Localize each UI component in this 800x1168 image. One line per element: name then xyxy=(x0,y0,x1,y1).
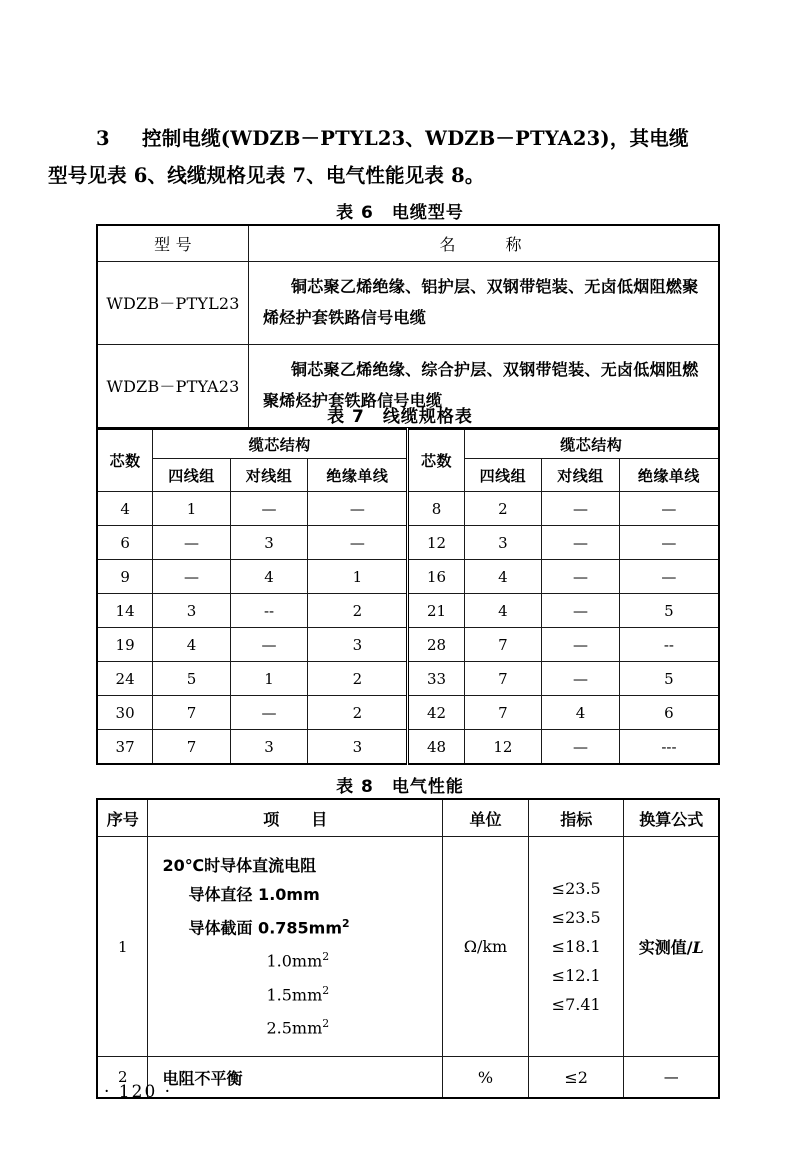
table8-item-1-line3 xyxy=(162,909,442,942)
table6-model-1: WDZB－PTYA23 xyxy=(97,344,249,428)
table7-cores-r7: 48 xyxy=(408,730,464,765)
table6-name-1: 铜芯聚乙烯绝缘、综合护层、双钢带铠装、无卤低烟阻燃聚烯烃护套铁路信号电缆 xyxy=(249,344,720,428)
table-row xyxy=(97,429,719,459)
table8-seq-1: 1 xyxy=(97,837,148,1057)
table-electrical-performance xyxy=(96,798,720,1099)
table-cable-model xyxy=(96,224,720,429)
table7-header-single-left: 绝缘单线 xyxy=(308,459,408,492)
table-row xyxy=(97,628,719,662)
table7-single-l2: 1 xyxy=(308,560,408,594)
table-row xyxy=(97,837,719,1057)
table6-header-model: 型 号 xyxy=(97,225,249,261)
table8-header-item: 项 目 xyxy=(148,799,443,837)
table7-quad-r1: 3 xyxy=(464,526,542,560)
table7-header-group-left: 缆芯结构 xyxy=(153,429,408,459)
table7-quad-l4: 4 xyxy=(153,628,231,662)
intro-line-1: 控制电缆(WDZB－PTYL23、WDZB－PTYA23)，其电缆 xyxy=(142,127,689,150)
page-number: · 120 · xyxy=(104,1082,173,1102)
table7-cores-l3: 14 xyxy=(97,594,153,628)
table7-pair-l4: — xyxy=(230,628,308,662)
table-row xyxy=(97,799,719,837)
table7-header-quad-left: 四线组 xyxy=(153,459,231,492)
table-row xyxy=(97,492,719,526)
table7-header-quad-right: 四线组 xyxy=(464,459,542,492)
table7-pair-l1: 3 xyxy=(230,526,308,560)
table8-unit-2: % xyxy=(443,1057,529,1099)
table7-single-r2: — xyxy=(619,560,719,594)
table8-item-1-line2: 导体直径 1.0mm xyxy=(188,885,320,904)
table6-header-name: 名 称 xyxy=(249,225,720,261)
table8-item-1-line3-sup: 2 xyxy=(342,917,350,930)
table7-cores-l2: 9 xyxy=(97,560,153,594)
table8-indicator-2: ≤2 xyxy=(528,1057,624,1099)
table8-item-1-line6-text: 2.5mm xyxy=(266,1018,323,1038)
table7-single-l5: 2 xyxy=(308,662,408,696)
table7-quad-l2: — xyxy=(153,560,231,594)
table-row xyxy=(97,261,719,344)
table7-header-group-right: 缆芯结构 xyxy=(464,429,719,459)
table7-pair-l5: 1 xyxy=(230,662,308,696)
table8-item-1-line5 xyxy=(162,976,442,1009)
table8-header-unit: 单位 xyxy=(443,799,529,837)
table8-item-1 xyxy=(148,837,443,1057)
table-row xyxy=(97,560,719,594)
table8-item-1-line3-text: 导体截面 0.785mm xyxy=(188,918,343,938)
table7-quad-l3: 3 xyxy=(153,594,231,628)
table7-pair-r2: — xyxy=(542,560,620,594)
table-row xyxy=(97,696,719,730)
table7-single-l7: 3 xyxy=(308,730,408,765)
table-row xyxy=(97,594,719,628)
table7-single-r6: 6 xyxy=(619,696,719,730)
table7-cores-r0: 8 xyxy=(408,492,464,526)
table7-pair-r7: — xyxy=(542,730,620,765)
table6-caption: 表 6 电缆型号 xyxy=(336,203,464,223)
table7-quad-l0: 1 xyxy=(153,492,231,526)
table7-single-r7: --- xyxy=(619,730,719,765)
table7-quad-r0: 2 xyxy=(464,492,542,526)
table7-header-cores-right: 芯数 xyxy=(408,429,464,492)
table8-header-seq: 序号 xyxy=(97,799,148,837)
table8-indicator-1-0: ≤23.5 xyxy=(551,879,601,899)
table8-caption: 表 8 电气性能 xyxy=(336,777,464,797)
table7-caption: 表 7 线缆规格表 xyxy=(327,407,473,427)
table8-formula-1 xyxy=(624,837,719,1057)
table7-header-single-right: 绝缘单线 xyxy=(619,459,719,492)
table6-model-0: WDZB－PTYL23 xyxy=(97,261,249,344)
table7-single-r3: 5 xyxy=(619,594,719,628)
table7-quad-r6: 7 xyxy=(464,696,542,730)
table8-indicator-1-3: ≤12.1 xyxy=(551,966,601,986)
table8-formula-1-text: 实测值/ xyxy=(638,938,693,958)
table8-header-formula: 换算公式 xyxy=(624,799,719,837)
table8-item-1-line6-sup: 2 xyxy=(322,1016,330,1030)
table7-single-r1: — xyxy=(619,526,719,560)
table8-unit-1: Ω/km xyxy=(443,837,529,1057)
table7-cores-l0: 4 xyxy=(97,492,153,526)
intro-line-2: 型号见表 6、线缆规格见表 7、电气性能见表 8。 xyxy=(48,164,485,187)
table7-pair-l6: — xyxy=(230,696,308,730)
table7-cores-l6: 30 xyxy=(97,696,153,730)
table7-single-r0: — xyxy=(619,492,719,526)
table7-quad-l1: — xyxy=(153,526,231,560)
table8-item-1-line5-text: 1.5mm xyxy=(266,984,323,1004)
table7-pair-l2: 4 xyxy=(230,560,308,594)
table7-pair-l7: 3 xyxy=(230,730,308,765)
table8-item-2: 电阻不平衡 xyxy=(148,1057,443,1099)
table7-cores-l1: 6 xyxy=(97,526,153,560)
table8-item-1-line1: 20℃时导体直流电阻 xyxy=(162,856,317,875)
table-row xyxy=(97,1057,719,1099)
table7-quad-r5: 7 xyxy=(464,662,542,696)
table8-item-1-line6 xyxy=(162,1009,442,1042)
table6-name-0: 铜芯聚乙烯绝缘、铝护层、双钢带铠装、无卤低烟阻燃聚烯烃护套铁路信号电缆 xyxy=(249,261,720,344)
table7-cores-r3: 21 xyxy=(408,594,464,628)
table7-single-r4: -- xyxy=(619,628,719,662)
table7-quad-l6: 7 xyxy=(153,696,231,730)
table7-header-pair-right: 对线组 xyxy=(542,459,620,492)
table7-pair-l0: — xyxy=(230,492,308,526)
table8-indicator-1-2: ≤18.1 xyxy=(551,937,601,957)
table7-single-l4: 3 xyxy=(308,628,408,662)
table7-pair-l3: -- xyxy=(230,594,308,628)
table7-quad-r4: 7 xyxy=(464,628,542,662)
table7-pair-r3: — xyxy=(542,594,620,628)
table8-formula-2: — xyxy=(624,1057,719,1099)
table7-pair-r6: 4 xyxy=(542,696,620,730)
table7-quad-r2: 4 xyxy=(464,560,542,594)
table7-quad-l7: 7 xyxy=(153,730,231,765)
table8-indicator-1-4: ≤7.41 xyxy=(551,995,601,1015)
table7-single-r5: 5 xyxy=(619,662,719,696)
table8-header-indicator: 指标 xyxy=(528,799,624,837)
table7-cores-l7: 37 xyxy=(97,730,153,765)
table7-pair-r4: — xyxy=(542,628,620,662)
table7-pair-r0: — xyxy=(542,492,620,526)
table7-cores-r1: 12 xyxy=(408,526,464,560)
table8-item-1-line4-sup: 2 xyxy=(322,950,330,964)
table7-quad-r7: 12 xyxy=(464,730,542,765)
table7-cores-r4: 28 xyxy=(408,628,464,662)
table-row xyxy=(97,730,719,765)
table-row xyxy=(97,662,719,696)
table8-formula-1-var: L xyxy=(692,938,704,958)
intro-paragraph xyxy=(48,120,720,194)
table7-pair-r5: — xyxy=(542,662,620,696)
table-row xyxy=(97,526,719,560)
table7-quad-r3: 4 xyxy=(464,594,542,628)
table8-indicator-1 xyxy=(528,837,624,1057)
table7-cores-l5: 24 xyxy=(97,662,153,696)
table-cable-spec xyxy=(96,428,720,765)
clause-number: 3 xyxy=(96,127,110,150)
table8-seq-2: 2 xyxy=(97,1057,148,1099)
table8-item-1-line5-sup: 2 xyxy=(322,983,330,997)
table7-single-l6: 2 xyxy=(308,696,408,730)
table8-indicator-1-1: ≤23.5 xyxy=(551,908,601,928)
table7-cores-r6: 42 xyxy=(408,696,464,730)
table7-cores-r5: 33 xyxy=(408,662,464,696)
table8-item-1-line4-text: 1.0mm xyxy=(266,951,323,971)
table7-pair-r1: — xyxy=(542,526,620,560)
table7-header-pair-left: 对线组 xyxy=(230,459,308,492)
table7-cores-l4: 19 xyxy=(97,628,153,662)
table7-single-l0: — xyxy=(308,492,408,526)
table7-single-l1: — xyxy=(308,526,408,560)
table7-single-l3: 2 xyxy=(308,594,408,628)
table-row xyxy=(97,225,719,261)
table8-item-1-line4 xyxy=(162,942,442,975)
table7-header-cores-left: 芯数 xyxy=(97,429,153,492)
table7-cores-r2: 16 xyxy=(408,560,464,594)
table7-quad-l5: 5 xyxy=(153,662,231,696)
